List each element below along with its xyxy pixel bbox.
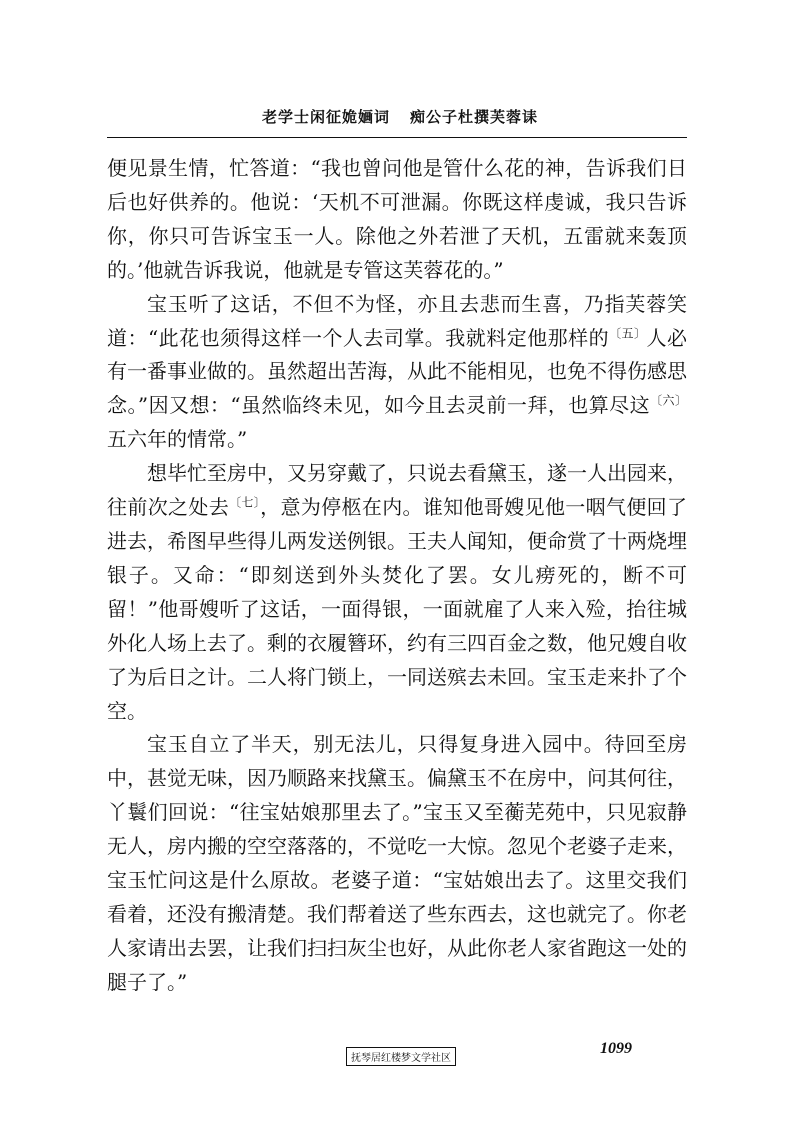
paragraph-text: 便见景生情，忙答道：“我也曾问他是管什么花的神，告诉我们日后也好供养的。他说：‘天机不可泄漏。你既这样虔诚，我只告诉你，你只可告诉宝玉一人。除他之外若泄了天机，五雷就来轰顶的。’他就告诉我说，他就是专管这芙蓉花的。” — [107, 156, 687, 282]
paragraph-text: 人必有一番事业做的。虽然超出苦海，从此不能相见，也免不得伤感思念。”因又想：“虽然临终未见，如今且去灵前一拜，也算尽这 — [107, 325, 687, 418]
header-rule — [107, 137, 687, 138]
paragraph — [107, 288, 687, 458]
footnote-marker: 〔五〕 — [609, 325, 647, 340]
page-number: 1099 — [600, 1040, 632, 1057]
watermark-stamp: 抚琴居红楼梦文学社区 — [346, 1047, 456, 1066]
paragraph — [107, 457, 687, 728]
running-header — [0, 106, 800, 127]
footnote-marker: 〔六〕 — [650, 393, 687, 408]
footnote-marker: 〔七〕 — [229, 495, 261, 510]
paragraph-text: 宝玉听了这话，不但不为怪，亦且去悲而生喜，乃指芙蓉笑道：“此花也须得这样一个人去司掌。我就料定他那样的 — [107, 291, 687, 350]
paragraph — [107, 728, 687, 999]
header-chapter-right: 痴公子杜撰芙蓉诔 — [410, 108, 539, 126]
paragraph-text: 想毕忙至房中，又另穿戴了，只说去看黛玉，遂一人出园来，往前次之处去 — [107, 461, 687, 520]
header-chapter-left: 老学士闲征姽婳词 — [261, 108, 390, 126]
paragraph — [107, 152, 687, 288]
paragraph-text: 宝玉自立了半天，别无法儿，只得复身进入园中。待回至房中，甚觉无味，因乃顺路来找黛玉。偏黛玉不在房中，问其何往，丫鬟们回说：“往宝姑娘那里去了。”宝玉又至蘅芜苑中，只见寂静无人，房内搬的空空落落的，不觉吃一大惊。忽见个老婆子走来，宝玉忙问这是什么原故。老婆子道：“宝姑娘出去了。这里交我们看着，还没有搬清楚。我们帮着送了些东西去，这也就完了。你老人家请出去罢，让我们扫扫灰尘也好，从此你老人家省跑这一处的腿子了。” — [107, 732, 687, 994]
paragraph-text: ，意为停柩在内。谁知他哥嫂见他一咽气便回了进去，希图早些得儿两发送例银。王夫人闻知，便命赏了十两烧埋银子。又命：“即刻送到外头焚化了罢。女儿痨死的，断不可留！”他哥嫂听了这话，一面得银，一面就雇了人来入殓，抬往城外化人场上去了。剩的衣履簪环，约有三四百金之数，他兄嫂自收了为后日之计。二人将门锁上，一同送殡去未回。宝玉走来扑了个空。 — [107, 495, 688, 723]
paragraph-text: 五六年的情常。” — [107, 427, 248, 452]
body-text — [107, 152, 687, 1000]
